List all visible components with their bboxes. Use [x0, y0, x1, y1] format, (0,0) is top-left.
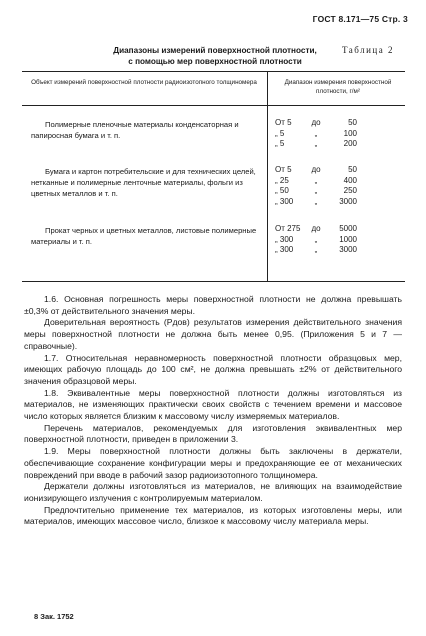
- range-sep: „: [314, 186, 318, 195]
- range-to: 100: [343, 128, 357, 138]
- range-sep: до: [311, 224, 321, 233]
- range-to: 50: [348, 165, 357, 174]
- ranges-table: [22, 71, 405, 282]
- range-sep: до: [311, 118, 321, 127]
- page-header: ГОСТ 8.171—75 Стр. 3: [312, 14, 408, 24]
- table-row-ranges: [275, 224, 357, 256]
- table-title-line: с помощью мер поверхностной плотности: [128, 57, 302, 66]
- range-to: 200: [343, 139, 357, 148]
- paragraph: 1.8. Эквивалентные меры поверхностной плотности должны изготовляться из материалов, не изменяющих практически своих свойств с течением времени и массовое число которых является близким к массовому числу измеряемых материалов.: [24, 387, 402, 422]
- range-from: „ 300: [275, 196, 294, 206]
- paragraph: Предпочтительно применение тех материалов, из которых изготовлены меры, или материалов, имеющих массовое число, близкое к массовому числу материала меры.: [24, 504, 402, 527]
- table-row-object: Прокат черных и цветных металлов, листовые полимерные материалы и т. п.: [31, 226, 257, 246]
- range-to: 1000: [339, 234, 357, 244]
- range-from: „ 300: [275, 234, 294, 244]
- range-from: От 5: [275, 165, 292, 174]
- range-to: 250: [343, 186, 357, 195]
- range-sep: „: [314, 175, 318, 185]
- paragraph: 1.7. Относительная неравномерность поверхностной плотности образцовых мер, имеющих рабочую площадь до 100 см², не должна превышать ±2% от действительного значения образцовой меры.: [24, 352, 402, 386]
- range-from: „ 5: [275, 128, 285, 138]
- range-sep: „: [314, 196, 318, 206]
- range-sep: „: [314, 128, 318, 138]
- table-row-object: Полимерные пленочные материалы конденсаторная и папиросная бумага и т. п.: [31, 120, 239, 140]
- range-from: „ 50: [275, 186, 289, 195]
- paragraph: 1.9. Меры поверхностной плотности должны быть заключены в держатели, обеспечивающие сохранение конфигурации меры и предохраняющие ее от механических повреждений при вводе в рабочий зазор радиоизотопного толщиномера.: [24, 446, 402, 480]
- range-to: 3000: [339, 245, 357, 254]
- range-from: „ 5: [275, 139, 285, 148]
- range-to: 50: [348, 118, 357, 127]
- header-separator: [22, 105, 405, 106]
- range-sep: „: [314, 234, 318, 244]
- paragraph: Перечень материалов, рекомендуемых для изготовления эквивалентных мер поверхностной плотности, приведен в приложении 3.: [24, 422, 402, 445]
- range-from: „ 300: [275, 245, 294, 254]
- range-from: „ 25: [275, 175, 289, 185]
- table-row-object: Бумага и картон потребительские и для технических целей, нетканные и полимерные ленточные материалы, фольги из цветных металлов и т. п.: [31, 167, 256, 198]
- table-row-ranges: [275, 165, 357, 207]
- body-text: [24, 294, 402, 528]
- paragraph: Держатели должны изготовляться из материалов, не влияющих на взаимодействие ионизирующего излучения с контролируемым материалом.: [24, 481, 402, 503]
- page-footer: 8 Зак. 1752: [34, 612, 74, 621]
- range-sep: „: [314, 139, 318, 148]
- range-sep: „: [314, 245, 318, 254]
- paragraph: Доверительная вероятность (Pдов) результатов измерения действительного значения меры поверхностной плотности не должна быть менее 0,95. (Приложения 5 и 7 — справочные).: [24, 317, 402, 351]
- table-number: Таблица 2: [342, 45, 394, 55]
- range-sep: до: [311, 165, 321, 174]
- column-header-range: Диапазон измерения поверхностной плотности, г/м²: [284, 79, 392, 95]
- table-row-ranges: [275, 118, 357, 150]
- table-title-line: Диапазоны измерений поверхностной плотности,: [113, 46, 317, 55]
- range-from: От 5: [275, 118, 292, 127]
- column-divider: [267, 72, 268, 281]
- range-to: 3000: [339, 196, 357, 206]
- range-to: 400: [343, 175, 357, 185]
- range-to: 5000: [339, 224, 357, 233]
- column-header-object: Объект измерений поверхностной плотности радиоизотопного толщиномера: [31, 79, 257, 86]
- paragraph: 1.6. Основная погрешность меры поверхностной плотности не должна превышать ±0,3% от действительного значения меры.: [24, 294, 402, 316]
- range-from: От 275: [275, 224, 301, 233]
